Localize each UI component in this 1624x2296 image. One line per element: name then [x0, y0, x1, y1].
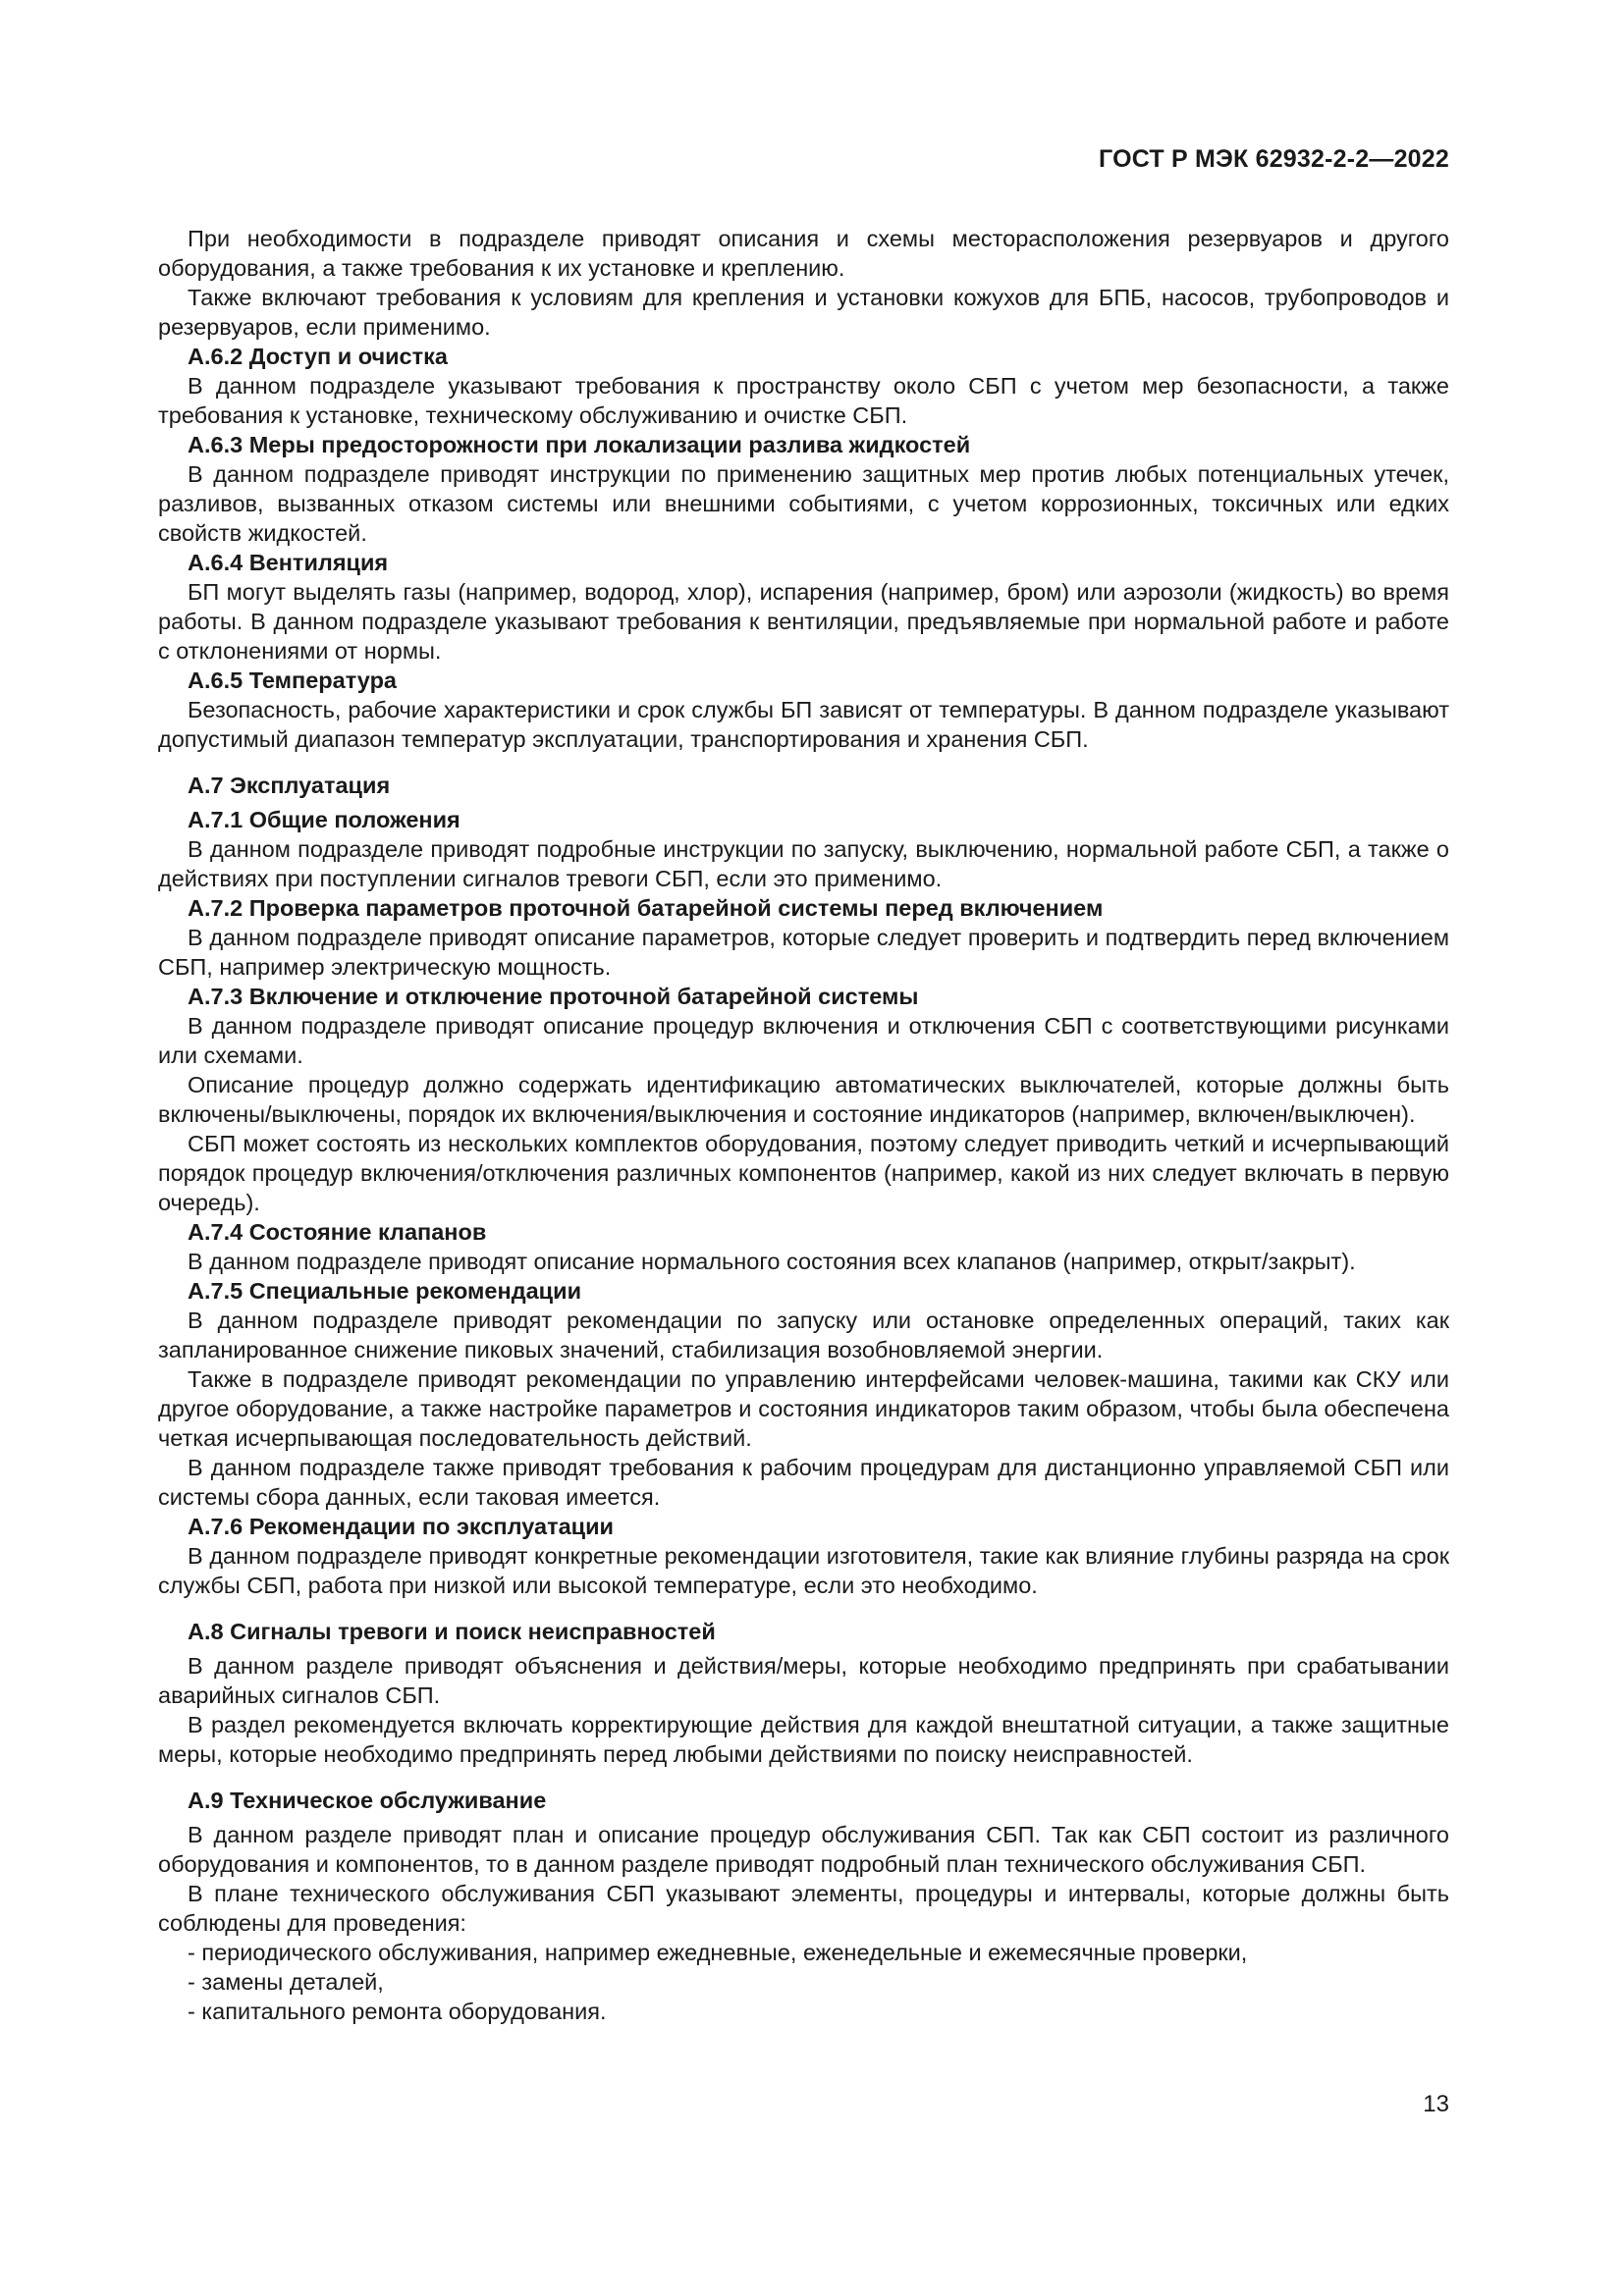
paragraph: Безопасность, рабочие характеристики и срок службы БП зависят от температуры. В данном подразделе указывают допустимый диапазон температур эксплуатации, транспортирования и хранения СБП.	[158, 697, 1449, 752]
list-item: - капитального ремонта оборудования.	[188, 1999, 607, 2024]
paragraph: В раздел рекомендуется включать корректирующие действия для каждой внештатной ситуации, а также защитные меры, которые необходимо предпринять перед любыми действиями по поиску неисправностей.	[158, 1712, 1449, 1767]
subsection-heading: А.6.2 Доступ и очистка	[188, 344, 448, 369]
section-heading: А.9 Техническое обслуживание	[188, 1788, 547, 1813]
paragraph: Также включают требования к условиям для крепления и установки кожухов для БПБ, насосов, трубопроводов и резервуаров, если применимо.	[158, 285, 1449, 340]
document-body	[158, 224, 1449, 2026]
paragraph: В данном разделе приводят план и описание процедур обслуживания СБП. Так как СБП состоит из различного оборудования и компонентов, то в данном разделе приводят подробный план технического обслуживания СБП.	[158, 1822, 1449, 1877]
subsection-heading: А.7.3 Включение и отключение проточной батарейной системы	[188, 984, 919, 1009]
paragraph: В данном подразделе приводят инструкции по применению защитных мер против любых потенциальных утечек, разливов, вызванных отказом системы или внешними событиями, с учетом коррозионных, токсичных или едких свойств жидкостей.	[158, 461, 1449, 546]
paragraph: В данном подразделе приводят конкретные рекомендации изготовителя, такие как влияние глубины разряда на срок службы СБП, работа при низкой или высокой температуре, если это необходимо.	[158, 1543, 1449, 1598]
paragraph: В данном подразделе приводят описание параметров, которые следует проверить и подтвердить перед включением СБП, например электрическую мощность.	[158, 925, 1449, 980]
subsection-heading: А.7.4 Состояние клапанов	[188, 1219, 487, 1245]
paragraph: Описание процедур должно содержать идентификацию автоматических выключателей, которые должны быть включены/выключены, порядок их включения/выключения и состояние индикаторов (например, включен/выключен).	[158, 1072, 1449, 1127]
paragraph: В данном подразделе приводят описание процедур включения и отключения СБП с соответствующими рисунками или схемами.	[158, 1013, 1449, 1068]
section-heading: А.8 Сигналы тревоги и поиск неисправностей	[188, 1619, 716, 1644]
list-item: - периодического обслуживания, например ежедневные, еженедельные и ежемесячные проверки,	[188, 1940, 1248, 1965]
document-header: ГОСТ Р МЭК 62932-2-2—2022	[1099, 145, 1449, 173]
paragraph: В данном разделе приводят объяснения и действия/меры, которые необходимо предпринять при срабатывании аварийных сигналов СБП.	[158, 1653, 1449, 1708]
paragraph: При необходимости в подразделе приводят описания и схемы месторасположения резервуаров и другого оборудования, а также требования к их установке и креплению.	[158, 226, 1449, 281]
paragraph: В данном подразделе также приводят требования к рабочим процедурам для дистанционно управляемой СБП или системы сбора данных, если таковая имеется.	[158, 1455, 1449, 1510]
paragraph: В данном подразделе приводят рекомендации по запуску или остановке определенных операций, таких как запланированное снижение пиковых значений, стабилизация возобновляемой энергии.	[158, 1308, 1449, 1362]
paragraph: В данном подразделе указывают требования к пространству около СБП с учетом мер безопасности, а также требования к установке, техническому обслуживанию и очистке СБП.	[158, 373, 1449, 428]
paragraph: В данном подразделе приводят подробные инструкции по запуску, выключению, нормальной работе СБП, а также о действиях при поступлении сигналов тревоги СБП, если это применимо.	[158, 836, 1449, 891]
paragraph: БП могут выделять газы (например, водород, хлор), испарения (например, бром) или аэрозоли (жидкость) во время работы. В данном подразделе указывают требования к вентиляции, предъявляемые при нормальной работе и работе с отклонениями от нормы.	[158, 579, 1449, 664]
subsection-heading: А.7.6 Рекомендации по эксплуатации	[188, 1514, 614, 1539]
subsection-heading: А.6.5 Температура	[188, 667, 397, 693]
subsection-heading: А.7.2 Проверка параметров проточной батарейной системы перед включением	[188, 895, 1104, 921]
subsection-heading: А.7.5 Специальные рекомендации	[188, 1278, 582, 1304]
list-item: - замены деталей,	[188, 1969, 384, 1995]
paragraph: В данном подразделе приводят описание нормального состояния всех клапанов (например, открыт/закрыт).	[188, 1249, 1356, 1274]
subsection-heading: А.6.4 Вентиляция	[188, 550, 389, 575]
section-heading: А.7 Эксплуатация	[188, 773, 391, 798]
paragraph: СБП может состоять из нескольких комплектов оборудования, поэтому следует приводить четкий и исчерпывающий порядок процедур включения/отключения различных компонентов (например, какой из них следует включать в первую очередь).	[158, 1131, 1449, 1215]
subsection-heading: А.7.1 Общие положения	[188, 807, 460, 832]
page-number: 13	[1423, 2091, 1449, 2117]
paragraph: В плане технического обслуживания СБП указывают элементы, процедуры и интервалы, которые должны быть соблюдены для проведения:	[158, 1881, 1449, 1936]
paragraph: Также в подразделе приводят рекомендации по управлению интерфейсами человек-машина, такими как СКУ или другое оборудование, а также настройке параметров и состояния индикаторов таким образом, чтобы была обеспечена четкая исчерпывающая последовательность действий.	[158, 1366, 1449, 1451]
subsection-heading: А.6.3 Меры предосторожности при локализации разлива жидкостей	[188, 432, 971, 457]
